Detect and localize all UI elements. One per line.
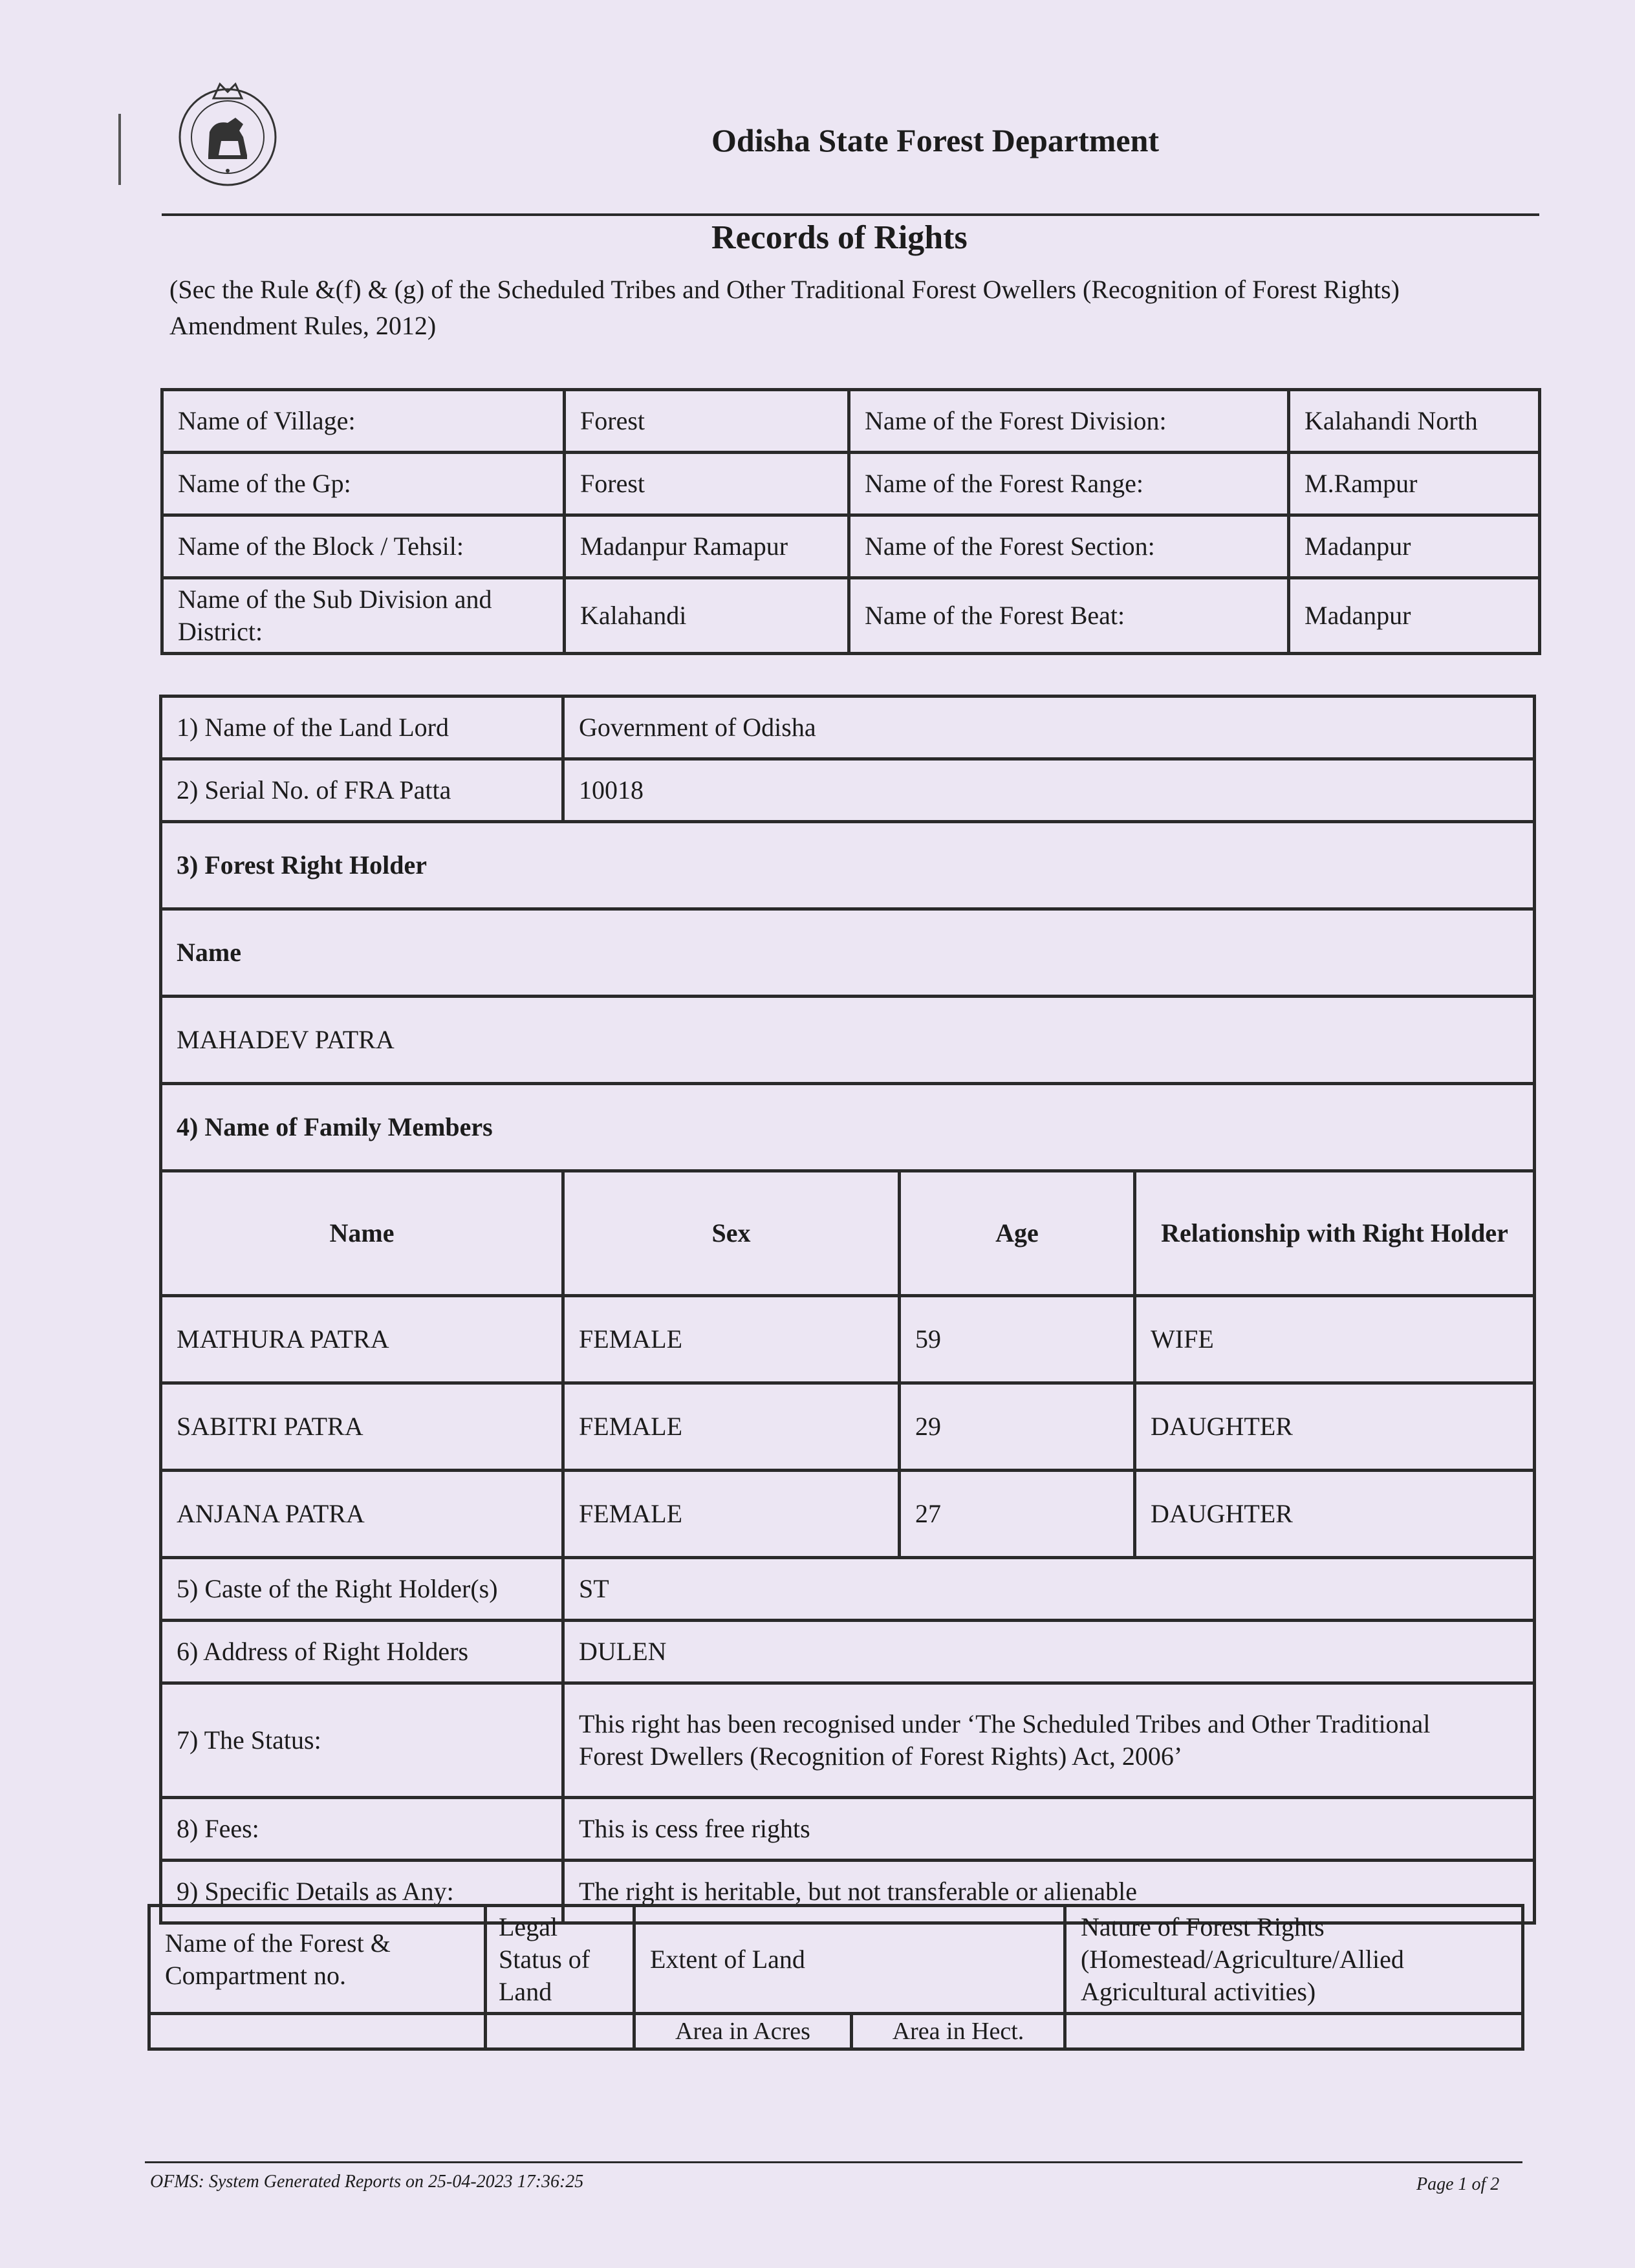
nature-header: Nature of Forest Rights (Homestead/Agriculture/Allied Agricultural activities) xyxy=(1065,1906,1523,2014)
table-row xyxy=(162,578,1540,654)
family-col-age: Age xyxy=(900,1171,1135,1296)
gp-value: Forest xyxy=(565,453,849,515)
table-row xyxy=(161,909,1535,997)
table-row xyxy=(161,1683,1535,1798)
patta-serial-value: 10018 xyxy=(563,759,1535,822)
forest-section-value: Madanpur xyxy=(1289,515,1540,578)
family-row xyxy=(161,1383,1535,1471)
family-row xyxy=(161,1471,1535,1558)
details-label: 9) Specific Details as Any: xyxy=(161,1861,563,1923)
address-label: 6) Address of Right Holders xyxy=(161,1621,563,1683)
family-name: MATHURA PATRA xyxy=(161,1296,563,1383)
forest-compartment-header: Name of the Forest & Compartment no. xyxy=(149,1906,486,2014)
header-divider xyxy=(162,213,1539,216)
family-sex: FEMALE xyxy=(563,1296,900,1383)
family-col-sex: Sex xyxy=(563,1171,900,1296)
block-value: Madanpur Ramapur xyxy=(565,515,849,578)
nature-cell xyxy=(1065,2014,1523,2049)
status-line-1: This right has been recognised under ‘The Scheduled Tribes and Other Traditional xyxy=(579,1709,1431,1738)
odisha-emblem-icon xyxy=(176,72,279,189)
table-row xyxy=(161,759,1535,822)
land-table xyxy=(147,1904,1524,2051)
table-row xyxy=(161,697,1535,759)
table-row xyxy=(161,997,1535,1084)
forest-range-label: Name of the Forest Range: xyxy=(849,453,1289,515)
village-value: Forest xyxy=(565,390,849,453)
family-relation: DAUGHTER xyxy=(1135,1471,1535,1558)
table-row xyxy=(162,515,1540,578)
table-row xyxy=(161,1084,1535,1171)
table-row xyxy=(162,390,1540,453)
family-relation: DAUGHTER xyxy=(1135,1383,1535,1471)
fees-value: This is cess free rights xyxy=(563,1798,1535,1861)
patta-serial-label: 2) Serial No. of FRA Patta xyxy=(161,759,563,822)
family-name: SABITRI PATRA xyxy=(161,1383,563,1471)
forest-compartment-cell xyxy=(149,2014,486,2049)
legal-status-header: Legal Status of Land xyxy=(486,1906,634,2014)
location-table xyxy=(160,388,1541,655)
holder-name-heading: Name xyxy=(161,909,1535,997)
fees-label: 8) Fees: xyxy=(161,1798,563,1861)
document-subtitle: (Sec the Rule &(f) & (g) of the Scheduled Tribes and Other Traditional Forest Owellers (Recognition of Forest Rights) Amendment Rules, 2012) xyxy=(169,275,1400,340)
extent-header: Extent of Land xyxy=(634,1906,1065,2014)
status-line-2: Forest Dwellers (Recognition of Forest Rights) Act, 2006’ xyxy=(579,1742,1183,1771)
subdivision-value: Kalahandi xyxy=(565,578,849,654)
family-age: 27 xyxy=(900,1471,1135,1558)
table-row xyxy=(161,1621,1535,1683)
family-sex: FEMALE xyxy=(563,1383,900,1471)
caste-label: 5) Caste of the Right Holder(s) xyxy=(161,1558,563,1621)
table-row xyxy=(162,453,1540,515)
family-name: ANJANA PATRA xyxy=(161,1471,563,1558)
landlord-value: Government of Odisha xyxy=(563,697,1535,759)
forest-beat-label: Name of the Forest Beat: xyxy=(849,578,1289,654)
family-relation: WIFE xyxy=(1135,1296,1535,1383)
record-table xyxy=(159,695,1536,1925)
landlord-label: 1) Name of the Land Lord xyxy=(161,697,563,759)
family-age: 59 xyxy=(900,1296,1135,1383)
subdivision-label: Name of the Sub Division and District: xyxy=(162,578,565,654)
forest-beat-value: Madanpur xyxy=(1289,578,1540,654)
forest-division-value: Kalahandi North xyxy=(1289,390,1540,453)
page-number: Page 1 of 2 xyxy=(1416,2174,1500,2194)
forest-section-label: Name of the Forest Section: xyxy=(849,515,1289,578)
status-value xyxy=(563,1683,1535,1798)
forest-division-label: Name of the Forest Division: xyxy=(849,390,1289,453)
margin-mark xyxy=(118,114,121,185)
address-value: DULEN xyxy=(563,1621,1535,1683)
family-col-name: Name xyxy=(161,1171,563,1296)
generated-timestamp: OFMS: System Generated Reports on 25-04-2023 17:36:25 xyxy=(150,2172,584,2192)
area-acres-header: Area in Acres xyxy=(634,2014,852,2049)
area-hect-header: Area in Hect. xyxy=(852,2014,1065,2049)
footer-divider xyxy=(145,2161,1522,2163)
family-sex: FEMALE xyxy=(563,1471,900,1558)
department-name: Odisha State Forest Department xyxy=(711,122,1160,158)
family-col-relationship: Relationship with Right Holder xyxy=(1135,1171,1535,1296)
family-heading: 4) Name of Family Members xyxy=(161,1084,1535,1171)
village-label: Name of Village: xyxy=(162,390,565,453)
block-label: Name of the Block / Tehsil: xyxy=(162,515,565,578)
status-label: 7) The Status: xyxy=(161,1683,563,1798)
family-age: 29 xyxy=(900,1383,1135,1471)
details-value: The right is heritable, but not transferable or alienable xyxy=(563,1861,1535,1923)
document-title: Records of Rights xyxy=(711,219,968,256)
table-row xyxy=(149,1906,1523,2014)
legal-status-cell xyxy=(486,2014,634,2049)
table-row xyxy=(161,1798,1535,1861)
table-row xyxy=(161,822,1535,909)
gp-label: Name of the Gp: xyxy=(162,453,565,515)
holder-name-value: MAHADEV PATRA xyxy=(161,997,1535,1084)
family-header-row xyxy=(161,1171,1535,1296)
table-row xyxy=(149,2014,1523,2049)
forest-range-value: M.Rampur xyxy=(1289,453,1540,515)
table-row xyxy=(161,1558,1535,1621)
caste-value: ST xyxy=(563,1558,1535,1621)
holder-heading: 3) Forest Right Holder xyxy=(161,822,1535,909)
family-row xyxy=(161,1296,1535,1383)
